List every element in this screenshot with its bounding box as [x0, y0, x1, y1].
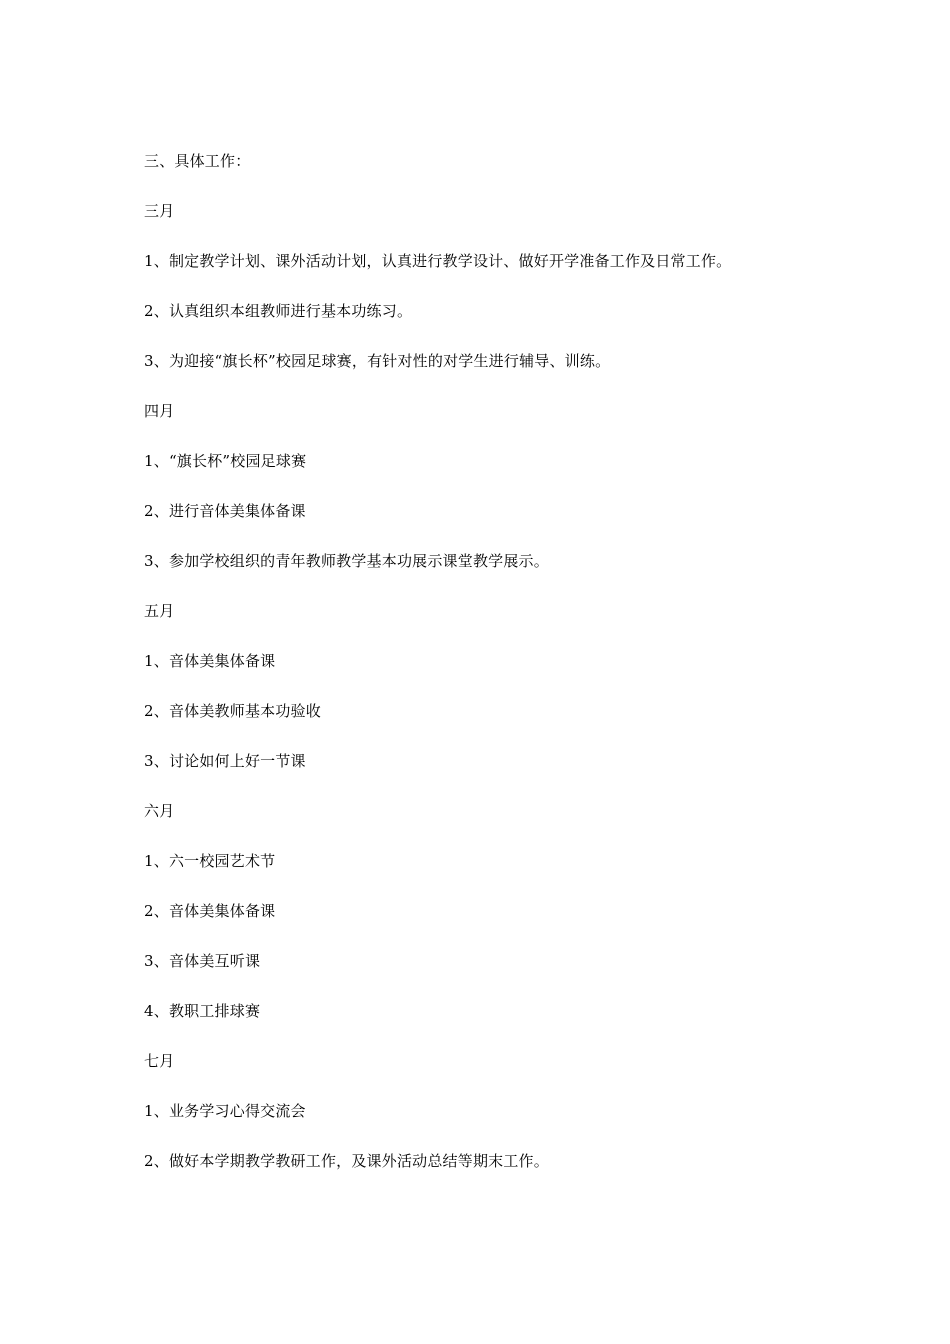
- list-item: 3、为迎接“旗长杯”校园足球赛，有针对性的对学生进行辅导、训练。: [144, 352, 611, 370]
- list-item: 1、业务学习心得交流会: [144, 1102, 306, 1120]
- list-item: 2、音体美集体备课: [144, 902, 276, 920]
- list-item: 2、认真组织本组教师进行基本功练习。: [144, 302, 413, 320]
- document-body: [144, 148, 834, 1198]
- month-heading-july: 七月: [144, 1052, 175, 1070]
- list-item: 1、六一校园艺术节: [144, 852, 276, 870]
- list-item: 2、音体美教师基本功验收: [144, 702, 321, 720]
- list-item: 2、进行音体美集体备课: [144, 502, 306, 520]
- list-item: 3、参加学校组织的青年教师教学基本功展示课堂教学展示。: [144, 552, 549, 570]
- list-item: 3、讨论如何上好一节课: [144, 752, 306, 770]
- list-item: 4、教职工排球赛: [144, 1002, 261, 1020]
- month-heading-may: 五月: [144, 602, 175, 620]
- list-item: 3、音体美互听课: [144, 952, 261, 970]
- month-heading-june: 六月: [144, 802, 175, 820]
- month-heading-april: 四月: [144, 402, 175, 420]
- list-item: 1、“旗长杯”校园足球赛: [144, 452, 307, 470]
- month-heading-march: 三月: [144, 202, 175, 220]
- section-heading: 三、具体工作：: [144, 152, 251, 170]
- list-item: 2、做好本学期教学教研工作，及课外活动总结等期末工作。: [144, 1152, 549, 1170]
- list-item: 1、音体美集体备课: [144, 652, 276, 670]
- list-item: 1、制定教学计划、课外活动计划，认真进行教学设计、做好开学准备工作及日常工作。: [144, 252, 732, 270]
